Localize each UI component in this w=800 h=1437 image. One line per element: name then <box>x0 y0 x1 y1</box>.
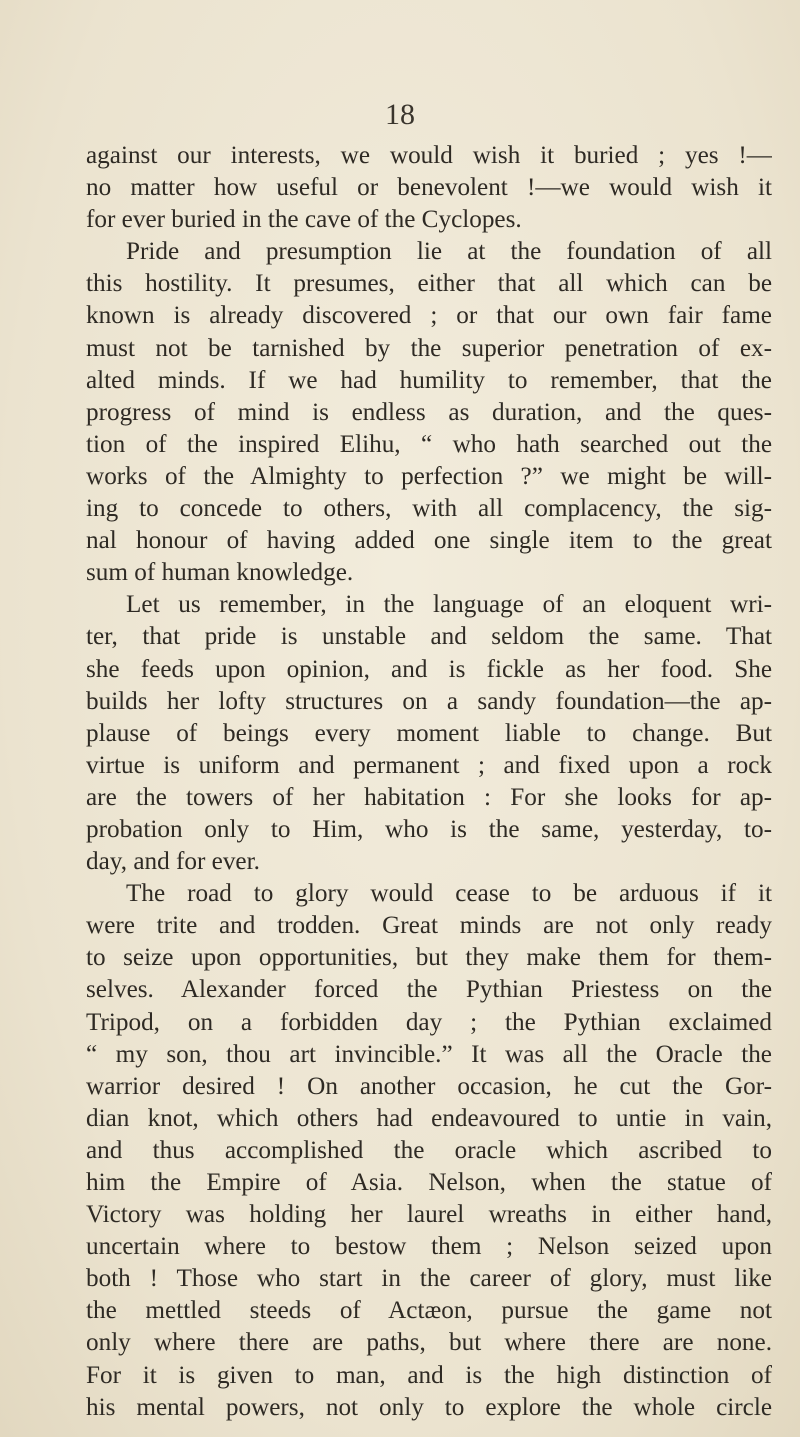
text-line: Pride and presumption lie at the foundation of all <box>126 238 772 266</box>
text-line: ter, that pride is unstable and seldom the same. That <box>86 623 772 651</box>
text-line: Let us remember, in the language of an eloquent wri- <box>126 591 772 619</box>
text-line: both ! Those who start in the career of glory, must like <box>86 1265 772 1293</box>
text-line: day, and for ever. <box>86 848 260 876</box>
text-line: ing to concede to others, with all complacency, the sig- <box>86 495 772 523</box>
text-line: warrior desired ! On another occasion, he cut the Gor- <box>86 1072 772 1100</box>
text-line: for ever buried in the cave of the Cyclopes. <box>86 206 522 234</box>
text-line: “ my son, thou art invincible.” It was all the Oracle the <box>86 1040 772 1068</box>
text-line: sum of human knowledge. <box>86 559 354 587</box>
text-line: The road to glory would cease to be arduous if it <box>126 880 772 908</box>
text-line: to seize upon opportunities, but they make them for them- <box>86 944 772 972</box>
text-line: uncertain where to bestow them ; Nelson seized upon <box>86 1233 772 1261</box>
text-line: works of the Almighty to perfection ?” we might be will- <box>86 462 772 490</box>
text-line: For it is given to man, and is the high distinction of <box>86 1361 772 1389</box>
text-line: nal honour of having added one single item to the great <box>86 527 772 555</box>
text-line: builds her lofty structures on a sandy foundation—the ap- <box>86 687 772 715</box>
text-line: only where there are paths, but where there are none. <box>86 1329 772 1357</box>
text-line: no matter how useful or benevolent !—we would wish it <box>86 174 772 202</box>
text-line: his mental powers, not only to explore the whole circle <box>86 1393 772 1421</box>
text-line: and thus accomplished the oracle which ascribed to <box>86 1136 772 1164</box>
text-line: Tripod, on a forbidden day ; the Pythian exclaimed <box>86 1008 772 1036</box>
text-line: must not be tarnished by the superior penetration of ex- <box>86 334 772 362</box>
text-line: the mettled steeds of Actæon, pursue the game not <box>86 1297 772 1325</box>
body-text <box>86 140 772 1424</box>
text-line: were trite and trodden. Great minds are not only ready <box>86 912 772 940</box>
text-line: plause of beings every moment liable to change. But <box>86 719 772 747</box>
text-line: tion of the inspired Elihu, “ who hath searched out the <box>86 430 772 458</box>
text-line: she feeds upon opinion, and is fickle as her food. She <box>86 655 772 683</box>
text-line: probation only to Him, who is the same, yesterday, to- <box>86 815 772 843</box>
text-line: known is already discovered ; or that our own fair fame <box>86 302 772 330</box>
page-number: 18 <box>385 98 415 131</box>
text-line: this hostility. It presumes, either that all which can be <box>86 270 772 298</box>
text-line: alted minds. If we had humility to remember, that the <box>86 366 772 394</box>
text-line: Victory was holding her laurel wreaths in either hand, <box>86 1201 772 1229</box>
text-line: are the towers of her habitation : For she looks for ap- <box>86 783 772 811</box>
text-line: progress of mind is endless as duration, and the ques- <box>86 398 772 426</box>
text-line: virtue is uniform and permanent ; and fixed upon a rock <box>86 751 772 779</box>
text-line: him the Empire of Asia. Nelson, when the statue of <box>86 1169 772 1196</box>
text-line: selves. Alexander forced the Pythian Priestess on the <box>86 976 772 1004</box>
text-line: against our interests, we would wish it buried ; yes !— <box>86 142 772 169</box>
text-line: dian knot, which others had endeavoured to untie in vain, <box>86 1104 772 1132</box>
